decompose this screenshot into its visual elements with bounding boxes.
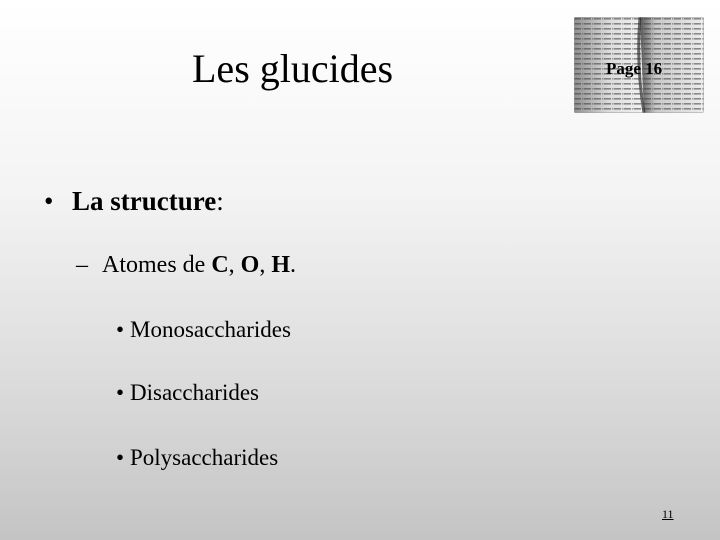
structure-colon: : xyxy=(216,186,224,216)
atom-hydrogen: H xyxy=(271,252,290,278)
bullet-marker: • xyxy=(44,186,54,216)
atoms-separator: , xyxy=(228,252,241,278)
bullet-marker: • xyxy=(116,317,125,342)
atom-oxygen: O xyxy=(240,252,260,278)
slide-title: Les glucides xyxy=(192,46,394,91)
atoms-separator: , xyxy=(259,252,272,278)
bullet-disaccharides xyxy=(116,378,259,408)
bullet-marker: • xyxy=(116,445,125,470)
page-reference: Page 16 xyxy=(606,59,663,78)
bullet-marker: • xyxy=(116,380,125,405)
slide-number: 11 xyxy=(662,507,674,521)
atom-carbon: C xyxy=(211,252,229,278)
bullet-polysaccharides xyxy=(116,443,278,473)
type-label: Polysaccharides xyxy=(130,445,279,470)
atoms-period: . xyxy=(290,252,296,278)
type-label: Monosaccharides xyxy=(130,317,291,342)
bullet-structure xyxy=(44,184,224,218)
structure-heading: La structure xyxy=(72,186,217,216)
type-label: Disaccharides xyxy=(130,380,259,405)
dash-marker: – xyxy=(76,252,88,278)
atoms-prefix: Atomes de xyxy=(102,252,212,278)
bullet-monosaccharides xyxy=(116,315,291,345)
bullet-atoms xyxy=(76,250,296,280)
